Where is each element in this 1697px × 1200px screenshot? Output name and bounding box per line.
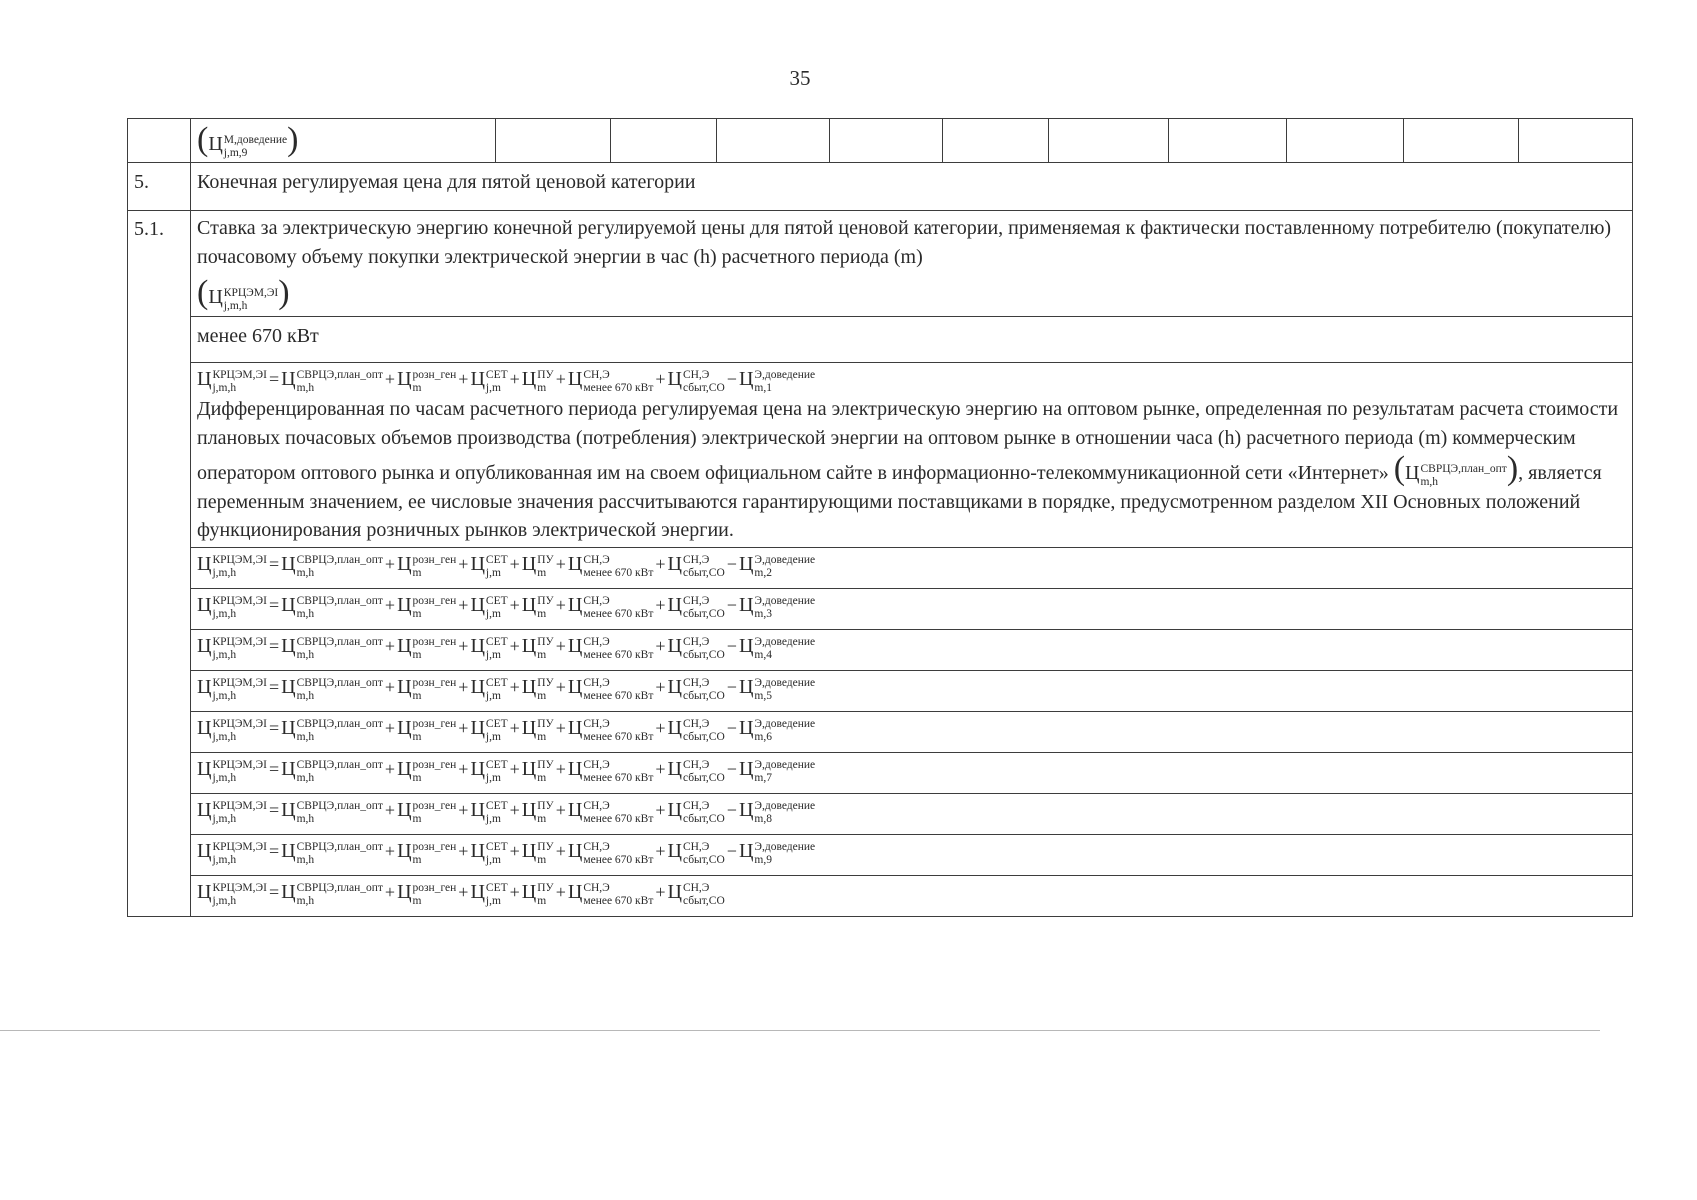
formula-row-5: [128, 670, 1633, 711]
term-final-price: Ц КРЦЭМ,ЭI j,m,h: [197, 880, 267, 907]
equals-sign: =: [268, 594, 280, 615]
term-retail-generation: Ц розн_ген m: [397, 880, 457, 907]
plus-sign: +: [509, 717, 520, 738]
term-network: Ц СЕТ j,m: [470, 368, 508, 394]
term-sales-markup-co: Ц СН,Э сбыт,СО: [667, 716, 725, 743]
term-network: Ц СЕТ j,m: [470, 634, 508, 661]
plus-sign: +: [458, 758, 469, 779]
plus-sign: +: [655, 676, 666, 697]
plus-sign: +: [555, 717, 566, 738]
formula-cell-2: [191, 547, 1633, 588]
term-subsidy-adjustment: Ц Э,доведение m,5: [738, 675, 816, 702]
formula-row-4: [128, 629, 1633, 670]
term-subsidy-adjustment: Ц Э,доведение m,4: [738, 634, 816, 661]
term-network: Ц СЕТ j,m: [470, 716, 508, 743]
term-infrastructure: Ц ПУ m: [521, 368, 554, 394]
minus-sign: −: [726, 717, 737, 738]
formula-cell-3: [191, 588, 1633, 629]
term-wholesale-price: Ц СВРЦЭ,план_опт m,h: [281, 839, 383, 866]
term-subsidy-adjustment: Ц Э,доведение m,6: [738, 716, 816, 743]
equals-sign: =: [268, 553, 280, 574]
term-network: Ц СЕТ j,m: [470, 880, 508, 907]
pricing-formula: [197, 835, 816, 866]
term-final-price: Ц КРЦЭМ,ЭI j,m,h: [197, 552, 267, 579]
term-sales-markup-670: Ц СН,Э менее 670 кВт: [567, 634, 654, 661]
plus-sign: +: [555, 881, 566, 902]
plus-sign: +: [655, 758, 666, 779]
term-subsidy-adjustment: Ц Э,доведение m,3: [738, 593, 816, 620]
term-wholesale-price: Ц СВРЦЭ,план_опт m,h: [281, 880, 383, 907]
plus-sign: +: [509, 758, 520, 779]
term-infrastructure: Ц ПУ m: [521, 593, 554, 620]
term-wholesale-price: Ц СВРЦЭ,план_опт m,h: [281, 675, 383, 702]
pricing-formula: [197, 630, 816, 661]
term-infrastructure: Ц ПУ m: [521, 880, 554, 907]
carryover-symbol-cell: [191, 119, 496, 163]
pricing-formula: [197, 363, 816, 394]
formula-cell-5: [191, 670, 1633, 711]
minus-sign: −: [726, 676, 737, 697]
equals-sign: =: [268, 369, 280, 389]
plus-sign: +: [655, 594, 666, 615]
carryover-number-cell: [128, 119, 191, 163]
plus-sign: +: [458, 881, 469, 902]
plus-sign: +: [384, 717, 396, 738]
plus-sign: +: [509, 881, 520, 902]
plus-sign: +: [655, 840, 666, 861]
term-sales-markup-co: Ц СН,Э сбыт,СО: [667, 634, 725, 661]
term-network: Ц СЕТ j,m: [470, 839, 508, 866]
term-sales-markup-co: Ц СН,Э сбыт,СО: [667, 593, 725, 620]
term-final-price: Ц КРЦЭМ,ЭI j,m,h: [197, 675, 267, 702]
plus-sign: +: [458, 553, 469, 574]
plus-sign: +: [458, 840, 469, 861]
term-final-price: Ц КРЦЭМ,ЭI j,m,h: [197, 634, 267, 661]
term-final-price: Ц КРЦЭМ,ЭI j,m,h: [197, 839, 267, 866]
term-wholesale-price: Ц СВРЦЭ,план_опт m,h: [281, 634, 383, 661]
term-sales-markup-co: Ц СН,Э сбыт,СО: [667, 368, 725, 394]
pricing-formula: [197, 876, 725, 907]
formula-cell-9: [191, 834, 1633, 875]
term-retail-generation: Ц розн_ген m: [397, 368, 457, 394]
plus-sign: +: [655, 799, 666, 820]
plus-sign: +: [555, 676, 566, 697]
term-subsidy-adjustment: Ц Э,доведение m,8: [738, 798, 816, 825]
term-retail-generation: Ц розн_ген m: [397, 552, 457, 579]
term-sales-markup-co: Ц СН,Э сбыт,СО: [667, 757, 725, 784]
formula-cell-4: [191, 629, 1633, 670]
term-infrastructure: Ц ПУ m: [521, 634, 554, 661]
term-retail-generation: Ц розн_ген m: [397, 757, 457, 784]
plus-sign: +: [655, 553, 666, 574]
term-retail-generation: Ц розн_ген m: [397, 798, 457, 825]
term-sales-markup-co: Ц СН,Э сбыт,СО: [667, 675, 725, 702]
term-wholesale-price: Ц СВРЦЭ,план_опт m,h: [281, 798, 383, 825]
plus-sign: +: [509, 369, 520, 389]
term-wholesale-price: Ц СВРЦЭ,план_опт m,h: [281, 368, 383, 394]
equals-sign: =: [268, 758, 280, 779]
term-sales-markup-670: Ц СН,Э менее 670 кВт: [567, 716, 654, 743]
formula-cell-1: [191, 363, 1633, 548]
formula-row-10: [128, 875, 1633, 916]
term-final-price: Ц КРЦЭМ,ЭI j,m,h: [197, 716, 267, 743]
section-5-1-number: 5.1.: [128, 211, 191, 917]
section-5-number: 5.: [128, 163, 191, 211]
plus-sign: +: [384, 369, 396, 389]
minus-sign: −: [726, 369, 737, 389]
term-sales-markup-co: Ц СН,Э сбыт,СО: [667, 880, 725, 907]
term-sales-markup-670: Ц СН,Э менее 670 кВт: [567, 368, 654, 394]
term-sales-markup-670: Ц СН,Э менее 670 кВт: [567, 798, 654, 825]
minus-sign: −: [726, 594, 737, 615]
plus-sign: +: [458, 799, 469, 820]
term-final-price: Ц КРЦЭМ,ЭI j,m,h: [197, 593, 267, 620]
pricing-formula: [197, 753, 816, 784]
plus-sign: +: [384, 799, 396, 820]
term-retail-generation: Ц розн_ген m: [397, 716, 457, 743]
equals-sign: =: [268, 881, 280, 902]
minus-sign: −: [726, 553, 737, 574]
term-final-price: Ц КРЦЭМ,ЭI j,m,h: [197, 368, 267, 394]
plus-sign: +: [384, 676, 396, 697]
formula-cell-8: [191, 793, 1633, 834]
price-table: [127, 118, 1633, 917]
formula-row-8: [128, 793, 1633, 834]
minus-sign: −: [726, 635, 737, 656]
formula-row-6: [128, 711, 1633, 752]
plus-sign: +: [384, 553, 396, 574]
plus-sign: +: [458, 594, 469, 615]
term-infrastructure: Ц ПУ m: [521, 675, 554, 702]
term-retail-generation: Ц розн_ген m: [397, 675, 457, 702]
pricing-formula: [197, 548, 816, 579]
formula-row-3: [128, 588, 1633, 629]
term-subsidy-adjustment: Ц Э,доведение m,9: [738, 839, 816, 866]
term-wholesale-price: Ц СВРЦЭ,план_опт m,h: [281, 593, 383, 620]
equals-sign: =: [268, 635, 280, 656]
formula-cell-7: [191, 752, 1633, 793]
pricing-formula: [197, 712, 816, 743]
equals-sign: =: [268, 717, 280, 738]
term-final-price: Ц КРЦЭМ,ЭI j,m,h: [197, 798, 267, 825]
pricing-formula: [197, 671, 816, 702]
equals-sign: =: [268, 676, 280, 697]
plus-sign: +: [655, 369, 666, 389]
plus-sign: +: [384, 635, 396, 656]
term-subsidy-adjustment: Ц Э,доведение m,2: [738, 552, 816, 579]
term-sales-markup-co: Ц СН,Э сбыт,СО: [667, 798, 725, 825]
term-network: Ц СЕТ j,m: [470, 552, 508, 579]
term-sales-markup-670: Ц СН,Э менее 670 кВт: [567, 675, 654, 702]
minus-sign: −: [726, 758, 737, 779]
section-5-row: [128, 163, 1633, 211]
subheading-row: [128, 317, 1633, 363]
plus-sign: +: [509, 799, 520, 820]
plus-sign: +: [384, 840, 396, 861]
formula-row-9: [128, 834, 1633, 875]
section-5-title: Конечная регулируемая цена для пятой ценовой категории: [191, 163, 1633, 211]
term-network: Ц СЕТ j,m: [470, 757, 508, 784]
plus-sign: +: [458, 717, 469, 738]
plus-sign: +: [458, 676, 469, 697]
term-sales-markup-co: Ц СН,Э сбыт,СО: [667, 552, 725, 579]
pricing-formula: [197, 794, 816, 825]
term-infrastructure: Ц ПУ m: [521, 798, 554, 825]
plus-sign: +: [509, 676, 520, 697]
plus-sign: +: [509, 594, 520, 615]
term-infrastructure: Ц ПУ m: [521, 552, 554, 579]
term-wholesale-price: Ц СВРЦЭ,план_опт m,h: [281, 716, 383, 743]
formula-cell-10: [191, 875, 1633, 916]
term-subsidy-adjustment: Ц Э,доведение m,1: [738, 368, 816, 394]
plus-sign: +: [655, 635, 666, 656]
subheading: менее 670 кВт: [191, 317, 1633, 363]
minus-sign: −: [726, 840, 737, 861]
section-5-1-symbol: ( Ц КРЦЭМ,ЭI j,m,h ): [197, 274, 290, 312]
plus-sign: +: [384, 594, 396, 615]
term-sales-markup-co: Ц СН,Э сбыт,СО: [667, 839, 725, 866]
equals-sign: =: [268, 840, 280, 861]
page-number: 35: [789, 66, 811, 90]
carryover-symbol: ( Ц М,доведение j,m,9 ): [197, 121, 299, 159]
plus-sign: +: [555, 758, 566, 779]
term-sales-markup-670: Ц СН,Э менее 670 кВт: [567, 757, 654, 784]
formula-row-7: [128, 752, 1633, 793]
explanation-text: Дифференцированная по часам расчетного периода регулируемая цена на электрическую энергию на оптовом рынке, определенная по результатам расчета стоимости плановых почасовых объемов производства (потребления) электрической энергии на оптовом рынке в отношении часа (h) расчетного периода (m) коммерческим оператором оптового рынка и опубликованная им на своем официальном сайте в информационно-телекоммуникационной сети «Интернет» ( Ц СВРЦЭ,план_опт m,h ), является переменным значением, ее числовые значения рассчитываются гарантирующими поставщиками в порядке, предусмотренном разделом XII Основных положений функционирования розничных рынков электрической энергии.: [197, 398, 1619, 541]
carryover-row: [128, 119, 1633, 163]
pricing-formula: [197, 589, 816, 620]
explanation-symbol: ( Ц СВРЦЭ,план_опт m,h ): [1393, 450, 1519, 488]
plus-sign: +: [458, 635, 469, 656]
term-sales-markup-670: Ц СН,Э менее 670 кВт: [567, 839, 654, 866]
minus-sign: −: [726, 799, 737, 820]
plus-sign: +: [384, 881, 396, 902]
plus-sign: +: [555, 799, 566, 820]
formula-cell-6: [191, 711, 1633, 752]
formula-row-1: [128, 363, 1633, 548]
page-divider: [0, 1030, 1600, 1031]
term-subsidy-adjustment: Ц Э,доведение m,7: [738, 757, 816, 784]
term-infrastructure: Ц ПУ m: [521, 757, 554, 784]
term-infrastructure: Ц ПУ m: [521, 839, 554, 866]
term-network: Ц СЕТ j,m: [470, 675, 508, 702]
term-retail-generation: Ц розн_ген m: [397, 634, 457, 661]
term-retail-generation: Ц розн_ген m: [397, 593, 457, 620]
plus-sign: +: [509, 553, 520, 574]
section-5-1-description: Ставка за электрическую энергию конечной регулируемой цены для пятой ценовой категории, применяемая к фактически поставленному потребителю (покупателю) почасовому объему покупки электрической энергии в час (h) расчетного периода (m) ( Ц КРЦЭМ,ЭI j,m,h ): [191, 211, 1633, 317]
plus-sign: +: [509, 635, 520, 656]
term-sales-markup-670: Ц СН,Э менее 670 кВт: [567, 593, 654, 620]
plus-sign: +: [655, 717, 666, 738]
equals-sign: =: [268, 799, 280, 820]
term-final-price: Ц КРЦЭМ,ЭI j,m,h: [197, 757, 267, 784]
term-infrastructure: Ц ПУ m: [521, 716, 554, 743]
term-network: Ц СЕТ j,m: [470, 593, 508, 620]
plus-sign: +: [655, 881, 666, 902]
plus-sign: +: [384, 758, 396, 779]
plus-sign: +: [555, 553, 566, 574]
term-retail-generation: Ц розн_ген m: [397, 839, 457, 866]
section-5-1-row: [128, 211, 1633, 317]
term-sales-markup-670: Ц СН,Э менее 670 кВт: [567, 880, 654, 907]
term-wholesale-price: Ц СВРЦЭ,план_опт m,h: [281, 757, 383, 784]
term-sales-markup-670: Ц СН,Э менее 670 кВт: [567, 552, 654, 579]
formula-row-2: [128, 547, 1633, 588]
plus-sign: +: [509, 840, 520, 861]
plus-sign: +: [458, 369, 469, 389]
plus-sign: +: [555, 840, 566, 861]
plus-sign: +: [555, 635, 566, 656]
term-wholesale-price: Ц СВРЦЭ,план_опт m,h: [281, 552, 383, 579]
plus-sign: +: [555, 594, 566, 615]
term-network: Ц СЕТ j,m: [470, 798, 508, 825]
plus-sign: +: [555, 369, 566, 389]
